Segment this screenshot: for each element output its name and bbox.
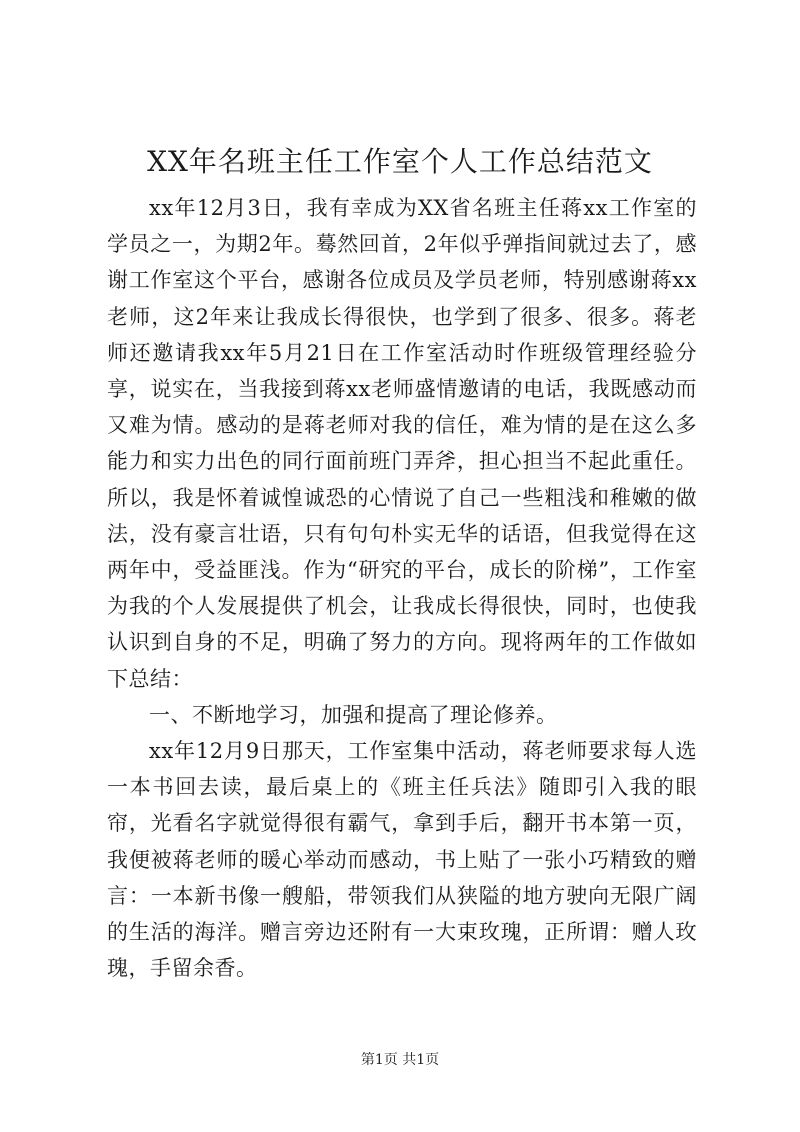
- section-heading-1: 一、不断地学习，加强和提高了理论修养。: [149, 702, 558, 727]
- document-body: [107, 190, 697, 986]
- page-title: XX年名班主任工作室个人工作总结范文: [147, 145, 653, 178]
- paragraph-section-1: xx年12月9日那天，工作室集中活动，蒋老师要求每人选一本书回去读，最后桌上的《班主任兵法》随即引入我的眼帘，光看名字就觉得很有霸气，拿到手后，翻开书本第一页，我便被蒋老师的暖心举动而感动，书上贴了一张小巧精致的赠言：一本新书像一艘船，带领我们从狭隘的地方驶向无限广阔的生活的海洋。赠言旁边还附有一大束玫瑰，正所谓：赠人玫瑰，手留余香。: [107, 739, 697, 981]
- paragraph-intro: xx年12月3日，我有幸成为XX省名班主任蒋xx工作室的学员之一，为期2年。蓦然回首，2年似乎弹指间就过去了，感谢工作室这个平台，感谢各位成员及学员老师，特别感谢蒋xx老师，这2年来让我成长得很快，也学到了很多、很多。蒋老师还邀请我xx年5月21日在工作室活动时作班级管理经验分享，说实在，当我接到蒋xx老师盛情邀请的电话，我既感动而又难为情。感动的是蒋老师对我的信任，难为情的是在这么多能力和实力出色的同行面前班门弄斧，担心担当不起此重任。所以，我是怀着诚惶诚恐的心情说了自己一些粗浅和稚嫩的做法，没有豪言壮语，只有句句朴实无华的话语，但我觉得在这两年中，受益匪浅。作为“研究的平台，成长的阶梯”，工作室为我的个人发展提供了机会，让我成长得很快，同时，也使我认识到自身的不足，明确了努力的方向。现将两年的工作做如下总结：: [107, 196, 697, 691]
- page-footer: 第1页 共1页: [360, 1052, 440, 1068]
